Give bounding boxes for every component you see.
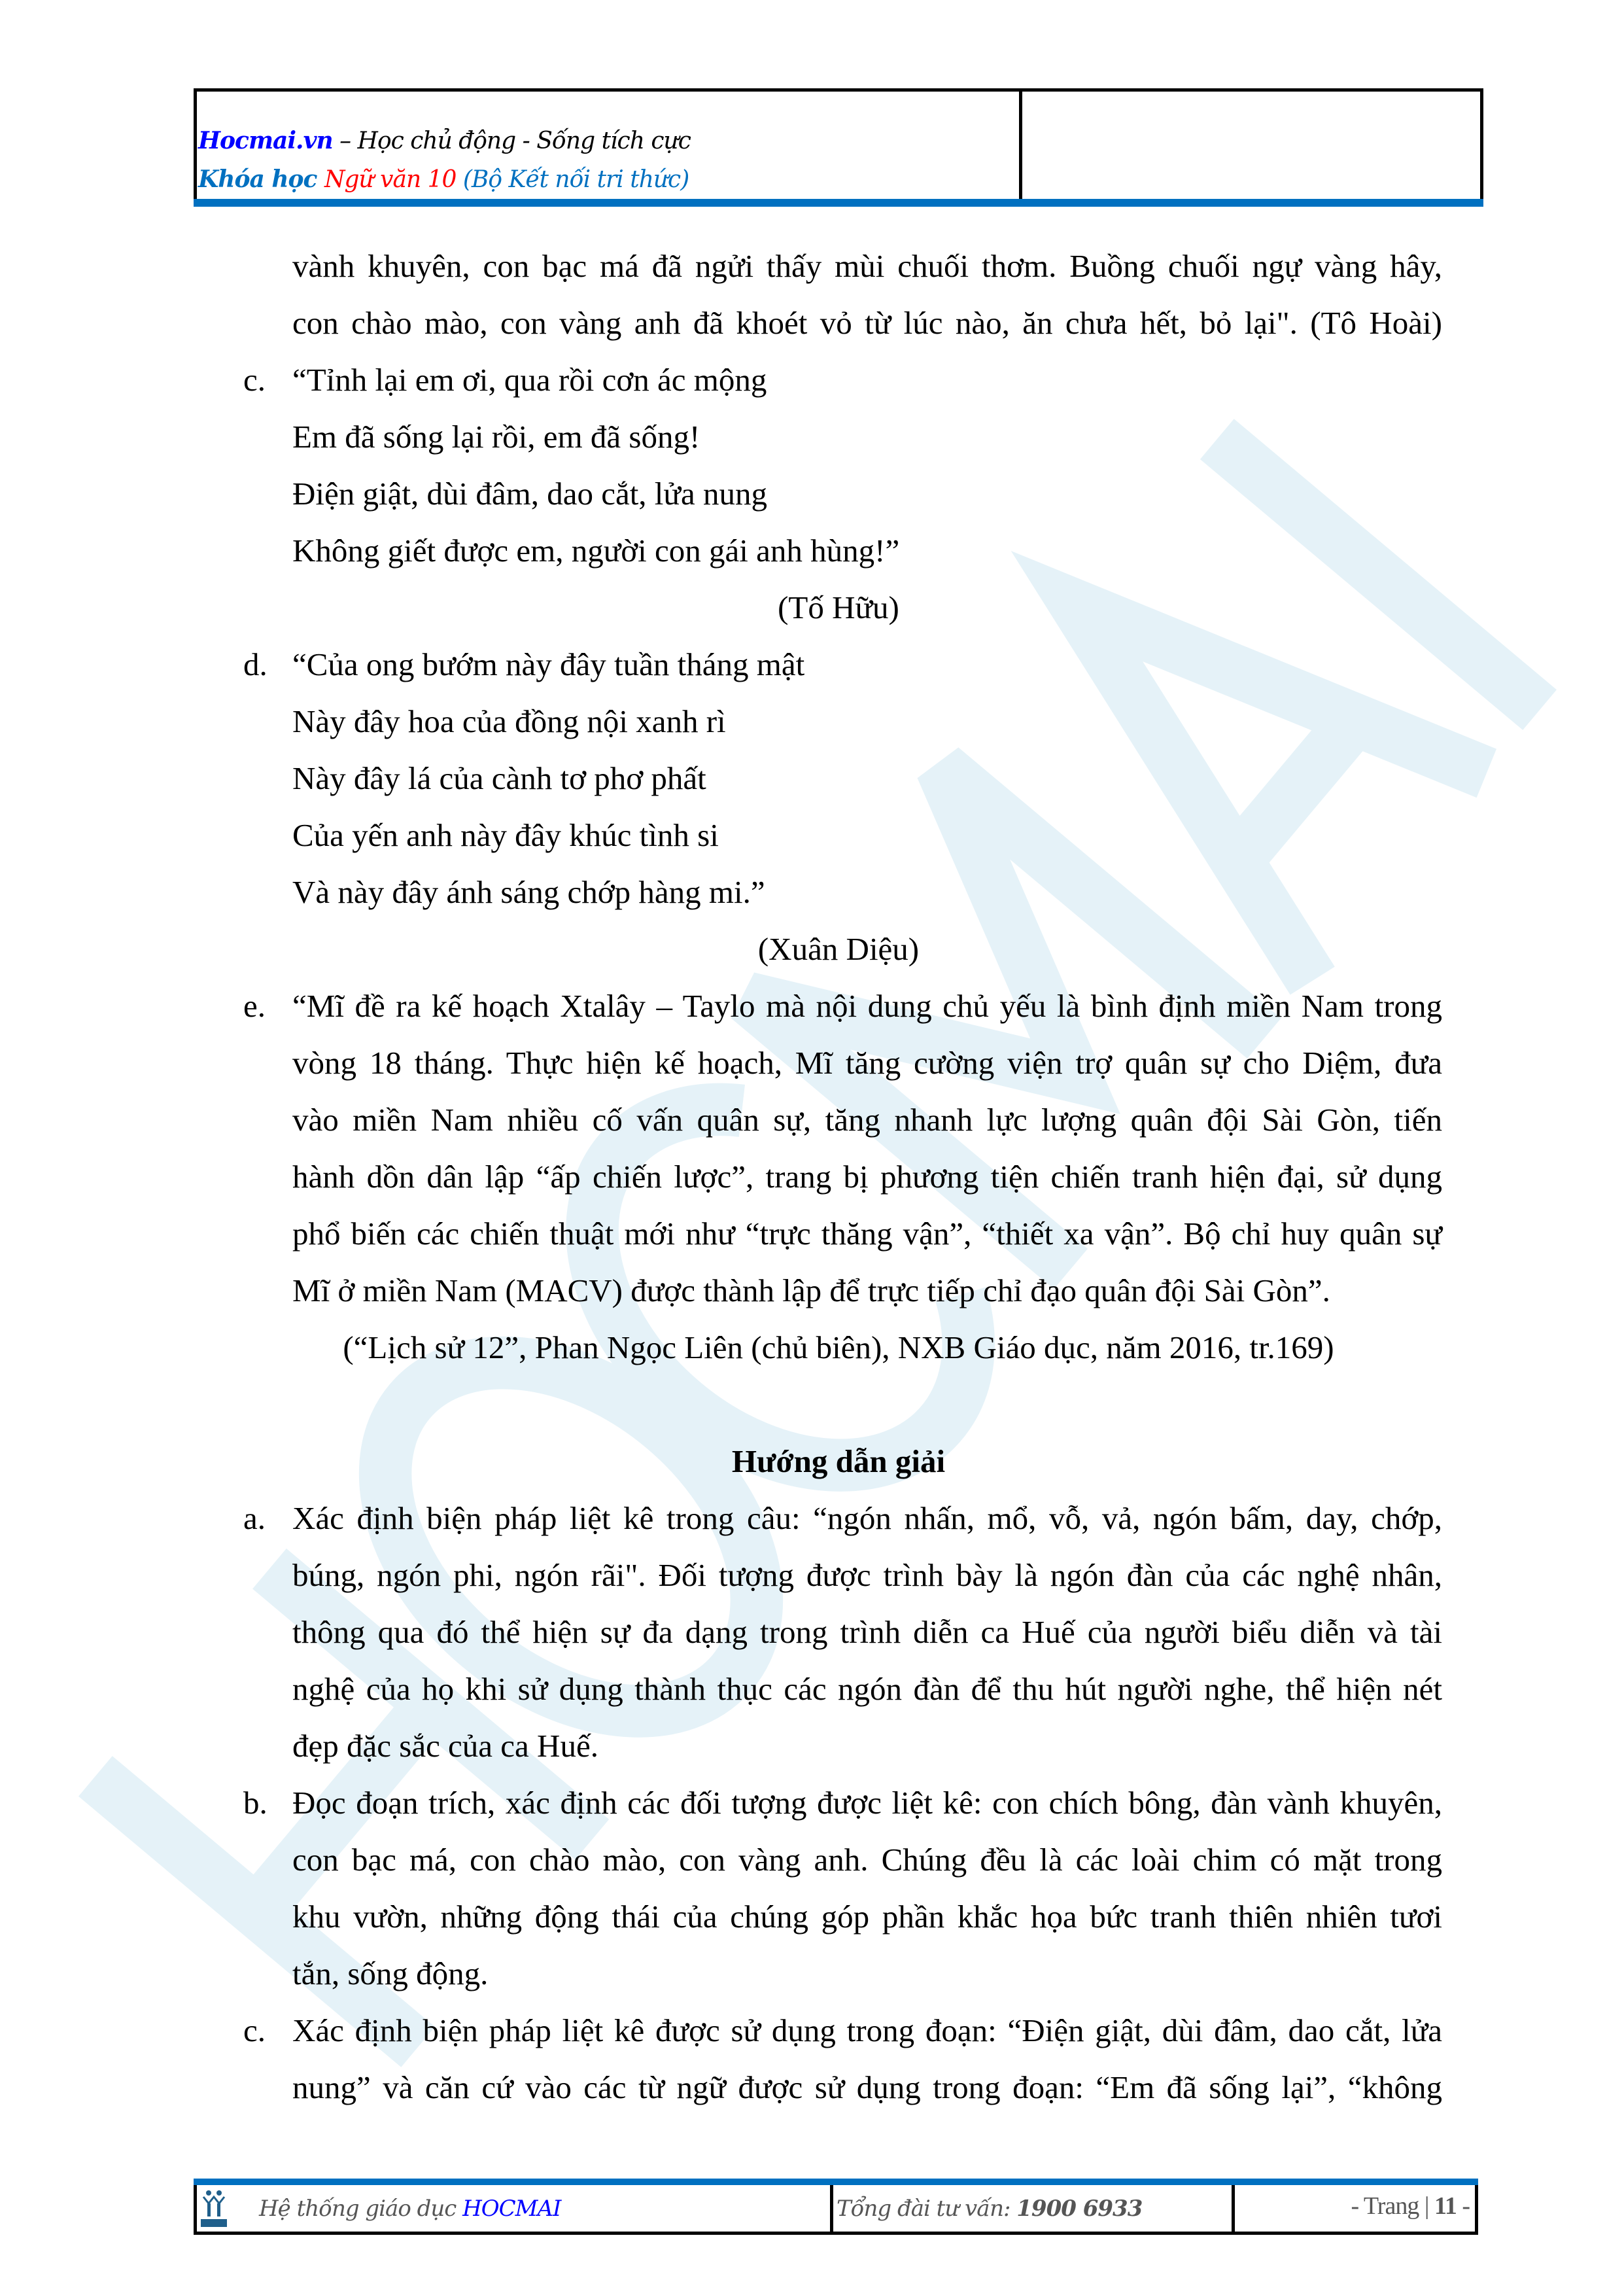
line-text: thông qua đó thể hiện sự đa dạng trong trình diễn ca Huế của người biểu diễn và tài: [292, 1614, 1442, 1650]
blank-line: [0, 1376, 1624, 1433]
text-line: [0, 2059, 1624, 2116]
text-line: [0, 920, 1624, 977]
list-label: c.: [243, 362, 266, 398]
text-line: [0, 1660, 1624, 1717]
text-line: [0, 1945, 1624, 2002]
list-label: d.: [243, 646, 268, 682]
line-text: Và này đây ánh sáng chớp hàng mi.”: [292, 874, 765, 910]
page-prefix: - Trang |: [1351, 2192, 1434, 2220]
text-line: [0, 1034, 1624, 1091]
line-text: Em đã sống lại rồi, em đã sống!: [292, 419, 700, 455]
slogan: – Học chủ động - Sống tích cực: [332, 128, 691, 154]
course-series: (Bộ Kết nối tri thức): [456, 166, 689, 193]
line-text: Mĩ ở miền Nam (MACV) được thành lập để trực tiếp chỉ đạo quân đội Sài Gòn”.: [292, 1272, 1330, 1308]
text-line: [0, 1717, 1624, 1774]
text-line: [0, 1262, 1624, 1319]
line-text: Điện giật, dùi đâm, dao cắt, lửa nung: [292, 476, 767, 512]
line-text: Này đây lá của cành tơ phơ phất: [292, 760, 706, 796]
line-text: “Mĩ đề ra kế hoạch Xtalây – Taylo mà nội dung chủ yếu là bình định miền Nam trong: [292, 988, 1442, 1024]
text-line: [0, 1547, 1624, 1603]
line-text: đẹp đặc sắc của ca Huế.: [292, 1728, 598, 1764]
list-label: b.: [243, 1785, 268, 1821]
page-number: 11: [1434, 2192, 1457, 2220]
text-line: [0, 977, 1624, 1034]
line-text: Này đây hoa của đồng nội xanh rì: [292, 703, 726, 739]
text-line: [0, 864, 1624, 920]
text-line: [0, 1148, 1624, 1205]
text-line: [0, 1774, 1624, 1831]
page-number-label: [1351, 2192, 1470, 2220]
line-text: con bạc má, con chào mào, con vàng anh. Chúng đều là các loài chim có mặt trong: [292, 1842, 1442, 1878]
document-body: [0, 237, 1624, 2116]
line-text: nung” và căn cứ vào các từ ngữ được sử dụng trong đoạn: “Em đã sống lại”, “không: [292, 2069, 1442, 2105]
hotline-label: Tổng đài tư vấn:: [837, 2196, 1017, 2222]
text-line: [0, 807, 1624, 864]
hocmai-logo-icon: [201, 2189, 227, 2227]
page-suffix: -: [1456, 2192, 1470, 2220]
line-text: (“Lịch sử 12”, Phan Ngọc Liên (chủ biên), NXB Giáo dục, năm 2016, tr.169): [343, 1329, 1334, 1365]
line-text: nghệ của họ khi sử dụng thành thục các ngón đàn để thu hút người nghe, thể hiện nét: [292, 1671, 1442, 1707]
line-text: khu vườn, những động thái của chúng góp phần khắc họa bức tranh thiên nhiên tươi: [292, 1899, 1442, 1935]
section-heading: Hướng dẫn giải: [731, 1443, 946, 1479]
text-line: [0, 351, 1624, 408]
system-prefix: Hệ thống giáo dục: [259, 2196, 463, 2222]
line-text: hành dồn dân lập “ấp chiến lược”, trang bị phương tiện chiến tranh hiện đại, sử dụng: [292, 1159, 1442, 1195]
course-prefix: Khóa học: [198, 166, 324, 193]
footer-system: [259, 2196, 561, 2222]
course-name: Ngữ văn 10: [324, 166, 457, 193]
text-line: [0, 750, 1624, 807]
line-text: con chào mào, con vàng anh đã khoét vỏ từ lúc nào, ăn chưa hết, bỏ lại". (Tô Hoài): [292, 305, 1442, 341]
line-text: (Tố Hữu): [778, 589, 899, 625]
line-text: (Xuân Diệu): [757, 931, 920, 967]
list-label: a.: [243, 1500, 266, 1536]
text-line: [0, 1319, 1624, 1376]
text-line: [0, 693, 1624, 750]
footer-hotline: [837, 2196, 1142, 2222]
footer-divider: [830, 2185, 833, 2232]
header-divider: [1019, 92, 1022, 200]
text-line: [0, 1888, 1624, 1945]
line-text: “Của ong bướm này đây tuần tháng mật: [292, 646, 805, 682]
text-line: [0, 636, 1624, 693]
line-text: “Tỉnh lại em ơi, qua rồi cơn ác mộng: [292, 362, 767, 398]
line-text: vòng 18 tháng. Thực hiện kế hoạch, Mĩ tăng cường viện trợ quân sự cho Diệm, đưa: [292, 1045, 1442, 1081]
line-text: Xác định biện pháp liệt kê được sử dụng trong đoạn: “Điện giật, dùi đâm, dao cắt, lửa: [292, 2012, 1442, 2048]
text-line: [0, 237, 1624, 294]
line-text: vành khuyên, con bạc má đã ngửi thấy mùi chuối thơm. Buồng chuối ngự vàng hây,: [292, 248, 1442, 284]
footer-divider: [1232, 2185, 1235, 2232]
text-line: [0, 2002, 1624, 2059]
text-line: [0, 1205, 1624, 1262]
list-label: e.: [243, 988, 266, 1024]
text-line: [0, 294, 1624, 351]
text-line: [0, 1603, 1624, 1660]
line-text: Đọc đoạn trích, xác định các đối tượng được liệt kê: con chích bông, đàn vành khuyên,: [292, 1785, 1442, 1821]
text-line: [0, 522, 1624, 579]
line-text: Không giết được em, người con gái anh hùng!”: [292, 533, 900, 569]
text-line: [0, 1433, 1624, 1490]
line-text: búng, ngón phi, ngón rãi". Đối tượng được trình bày là ngón đàn của các nghệ nhân,: [292, 1557, 1442, 1593]
text-line: [0, 465, 1624, 522]
footer-blue-bar: [194, 2179, 1478, 2185]
text-line: [0, 1091, 1624, 1148]
header-blue-bar: [194, 199, 1483, 207]
line-text: Của yến anh này đây khúc tình si: [292, 817, 719, 853]
page-footer: [194, 2179, 1478, 2235]
text-line: [0, 408, 1624, 465]
line-text: tắn, sống động.: [292, 1955, 489, 1991]
hotline-number: 1900 6933: [1016, 2196, 1143, 2222]
text-line: [0, 579, 1624, 636]
text-line: [0, 1831, 1624, 1888]
list-label: c.: [243, 2012, 266, 2048]
line-text: vào miền Nam nhiều cố vấn quân sự, tăng nhanh lực lượng quân đội Sài Gòn, tiến: [292, 1102, 1442, 1138]
page-header: [194, 88, 1483, 207]
line-text: phổ biến các chiến thuật mới như “trực thăng vận”, “thiết xa vận”. Bộ chỉ huy quân sự: [292, 1216, 1442, 1252]
header-slogan-line: [198, 127, 691, 154]
system-name: HOCMAI: [462, 2196, 561, 2222]
header-course-line: [198, 166, 689, 193]
line-text: Xác định biện pháp liệt kê trong câu: “ngón nhấn, mổ, vỗ, vả, ngón bấm, day, chớp,: [292, 1500, 1442, 1536]
site-name: Hocmai.vn: [198, 127, 333, 154]
text-line: [0, 1490, 1624, 1547]
